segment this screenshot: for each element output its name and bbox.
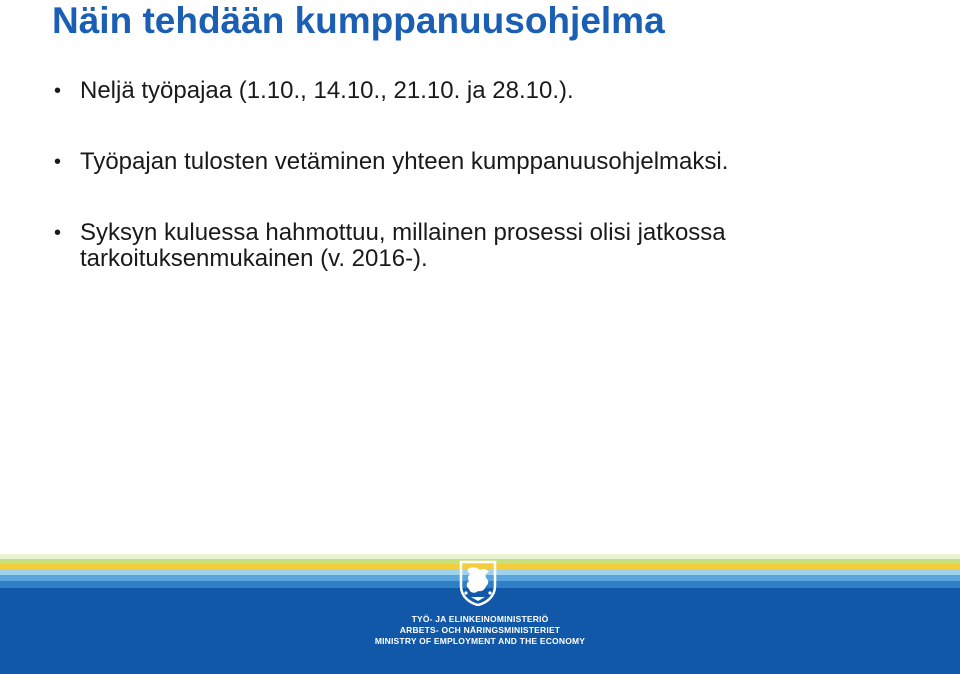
ministry-name-fi: TYÖ- JA ELINKEINOMINISTERIÖ <box>411 614 549 624</box>
bullet-list <box>50 78 910 317</box>
bullet-text: Syksyn kuluessa hahmottuu, millainen prosessi olisi jatkossa tarkoituksenmukainen (v. 2016-). <box>80 219 726 272</box>
bullet-item-workshops <box>50 78 910 104</box>
bullet-text: Työpajan tulosten vetäminen yhteen kumppanuusohjelmaksi. <box>80 148 729 175</box>
bullet-dot-icon: • <box>54 151 62 173</box>
slide-title: Näin tehdään kumppanuusohjelma <box>52 0 665 41</box>
ministry-name-en: MINISTRY OF EMPLOYMENT AND THE ECONOMY <box>374 636 586 646</box>
finnish-lion-coat-of-arms-icon <box>458 560 498 606</box>
bullet-item-process <box>50 220 910 272</box>
ministry-name-sv: ARBETS- OCH NÄRINGSMINISTERIET <box>399 625 561 635</box>
bullet-dot-icon: • <box>54 80 62 102</box>
bullet-item-compilation <box>50 149 910 175</box>
bullet-dot-icon: • <box>54 222 62 244</box>
ministry-logo <box>372 558 588 670</box>
bullet-text: Neljä työpajaa (1.10., 14.10., 21.10. ja 28.10.). <box>80 77 574 104</box>
